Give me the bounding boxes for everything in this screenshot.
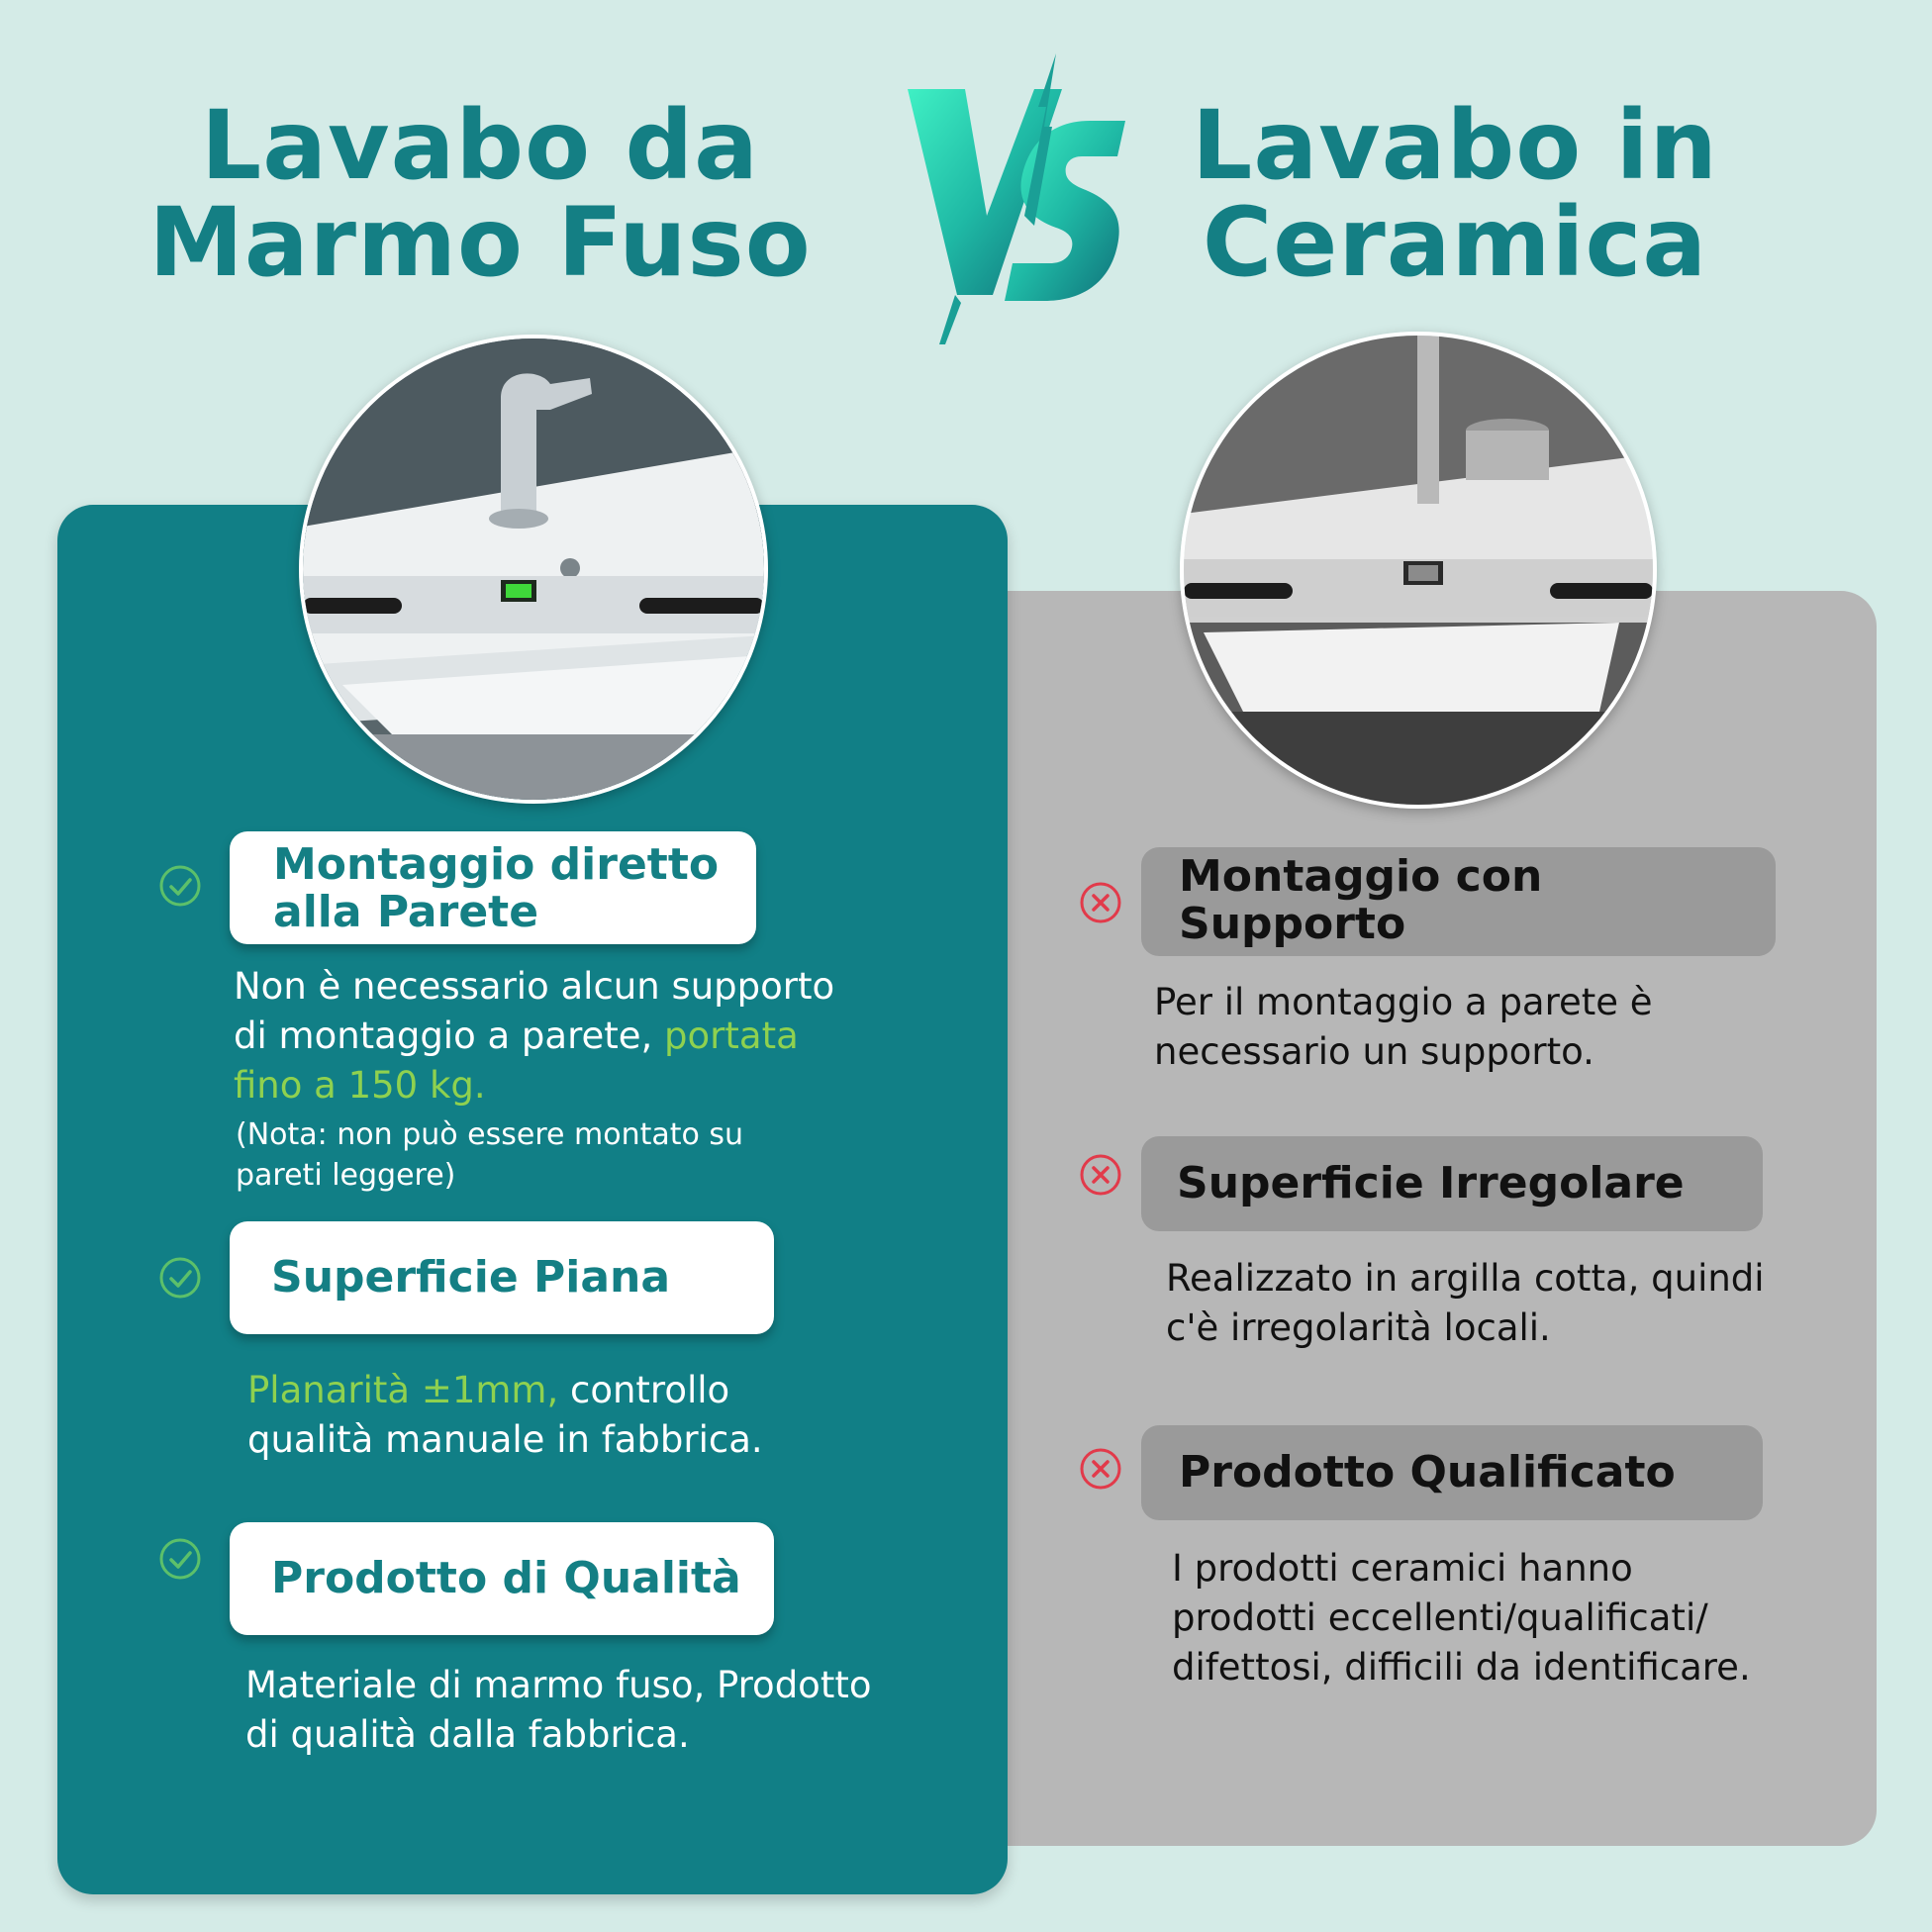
feature-body-mount-support: Per il montaggio a parete è necessario un supporto.	[1154, 981, 1653, 1073]
vs-logo	[896, 48, 1133, 344]
feature-body-wall-mount: Non è necessario alcun supporto di montaggio a parete, portata fino a 150 kg.	[234, 965, 835, 1107]
feature-title-quality-product: Prodotto di Qualità	[271, 1553, 741, 1603]
feature-badge-quality-product	[230, 1522, 774, 1635]
feature-title-irregular-surface: Superficie Irregolare	[1177, 1158, 1685, 1208]
feature-body-quality-product: Materiale di marmo fuso, Prodotto di qualità dalla fabbrica.	[245, 1664, 872, 1756]
check-circle-icon	[158, 1537, 202, 1581]
feature-title-wall-mount: Montaggio diretto alla Parete	[273, 839, 720, 937]
right-title: Lavabo in Ceramica	[1192, 90, 1718, 298]
check-circle-icon	[158, 864, 202, 908]
feature-badge-mount-support	[1141, 847, 1776, 956]
feature-badge-flat-surface	[230, 1221, 774, 1334]
feature-badge-qualified-product	[1141, 1425, 1763, 1520]
feature-body-irregular-surface: Realizzato in argilla cotta, quindi c'è irregolarità locali.	[1166, 1257, 1765, 1349]
x-circle-icon	[1079, 1447, 1122, 1491]
feature-note-wall-mount: (Nota: non può essere montato su pareti leggere)	[236, 1117, 744, 1193]
x-circle-icon	[1079, 881, 1122, 924]
feature-body-flat-surface: Planarità ±1mm, controllo qualità manuale in fabbrica.	[247, 1369, 763, 1461]
feature-title-qualified-product: Prodotto Qualificato	[1179, 1447, 1676, 1497]
feature-title-mount-support: Montaggio con Supporto	[1179, 851, 1543, 949]
check-circle-icon	[158, 1256, 202, 1300]
feature-body-qualified-product: I prodotti ceramici hanno prodotti eccellenti/qualificati/ difettosi, difficili da identificare.	[1172, 1547, 1751, 1689]
feature-badge-wall-mount	[230, 831, 756, 944]
left-title: Lavabo da Marmo Fuso	[148, 90, 812, 298]
feature-badge-irregular-surface	[1141, 1136, 1763, 1231]
cast-marble-sink-photo	[299, 335, 768, 804]
ceramic-sink-photo	[1180, 332, 1657, 809]
x-circle-icon	[1079, 1153, 1122, 1197]
feature-title-flat-surface: Superficie Piana	[271, 1252, 671, 1303]
